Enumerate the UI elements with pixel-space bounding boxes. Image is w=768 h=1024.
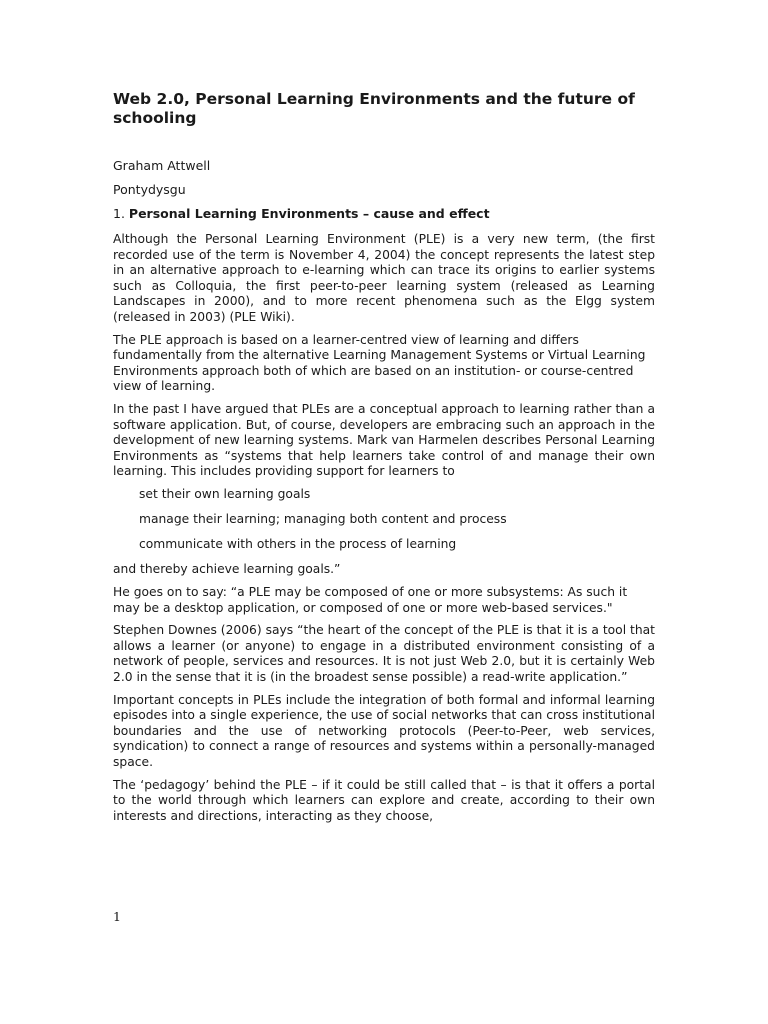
document-title: Web 2.0, Personal Learning Environments and the future of schooling [113,90,635,127]
goals-list [113,487,655,553]
paragraph: In the past I have argued that PLEs are a conceptual approach to learning rather than a software application. But, of course, developers are embracing such an approach in the development of new learning systems. Mark van Harmelen describes Personal Learning Environments as “systems that help learners take control of and manage their own learning. This includes providing support for learners to [113,401,655,479]
section-title: Personal Learning Environments – cause and effect [128,206,490,221]
list-item: communicate with others in the process of learning [139,537,457,552]
organization-name: Pontydysgu [113,182,186,197]
list-item: set their own learning goals [139,486,311,501]
page-number: 1 [113,909,121,924]
paragraph: The ‘pedagogy’ behind the PLE – if it could be still called that – is that it offers a portal to the world through which learners can explore and create, according to their own interests and directions, interacting as they choose, [113,777,655,823]
paragraph: He goes on to say: “a PLE may be composed of one or more subsystems: As such it may be a desktop application, or composed of one or more web-based services." [113,585,628,615]
paragraph: Although the Personal Learning Environment (PLE) is a very new term, (the first recorded use of the term is November 4, 2004) the concept represents the latest step in an alternative approach to e-learning which can trace its origins to earlier systems such as Colloquia, the first peer-to-peer learning system (released as Learning Landscapes in 2000), and to more recent phenomena such as the Elgg system (released in 2003) (PLE Wiki). [113,232,655,324]
paragraph: Important concepts in PLEs include the integration of both formal and informal learning episodes into a single experience, the use of social networks that can cross institutional boundaries and the use of networking protocols (Peer-to-Peer, web services, syndication) to connect a range of resources and systems within a personally-managed space. [113,692,655,769]
author-name: Graham Attwell [113,158,211,173]
section-heading [113,206,490,222]
paragraph: Stephen Downes (2006) says “the heart of the concept of the PLE is that it is a tool that allows a learner (or anyone) to engage in a distributed environment consisting of a network of people, services and resources. It is not just Web 2.0, but it is certainly Web 2.0 in the sense that it is (in the broadest sense possible) a read-write application.” [113,623,655,685]
document-body [113,232,655,831]
section-number: 1. [113,206,125,221]
paragraph: and thereby achieve learning goals.” [113,562,341,577]
list-item: manage their learning; managing both content and process [139,512,507,527]
paragraph: The PLE approach is based on a learner-centred view of learning and differs fundamentally from the alternative Learning Management Systems or Virtual Learning Environments approach both of which are based on an institution- or course-centred view of learning. [113,332,646,394]
